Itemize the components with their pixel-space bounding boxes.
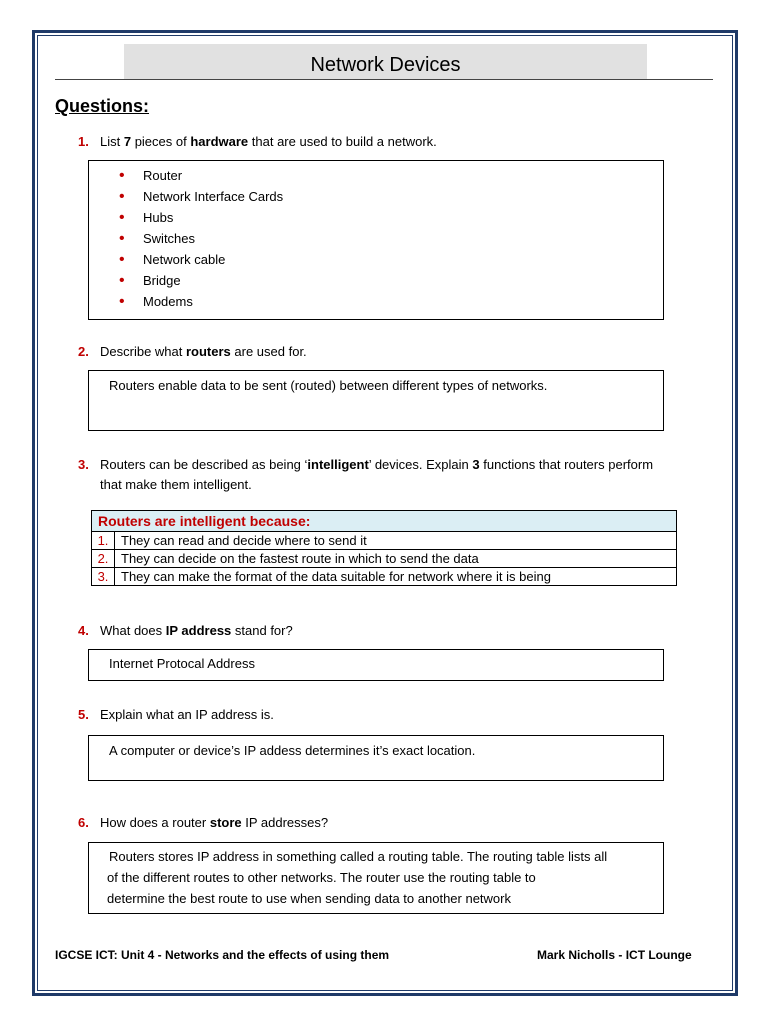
bullet-icon: • <box>119 230 125 247</box>
answer-box-2 <box>88 370 664 431</box>
answer-text: A computer or device’s IP addess determines it’s exact location. <box>109 743 476 758</box>
answer-box-1 <box>88 160 664 320</box>
list-item: • Network Interface Cards <box>119 188 284 205</box>
list-item: • Router <box>119 167 183 184</box>
question-3: 3. Routers can be described as being ‘intelligent’ devices. Explain 3 functions that routers perform that make them intelligent. <box>78 457 654 492</box>
question-2: 2. Describe what routers are used for. <box>78 344 307 359</box>
bullet-icon: • <box>119 167 125 184</box>
answer-box-6 <box>88 842 664 914</box>
questions-heading: Questions: <box>55 96 150 116</box>
footer-right: Mark Nicholls - ICT Lounge <box>537 948 692 962</box>
answer-text-line: of the different routes to other networks. The router use the routing table to <box>107 870 536 885</box>
table-header: Routers are intelligent because: <box>92 511 677 532</box>
bullet-icon: • <box>119 272 125 289</box>
table-row: 2. They can decide on the fastest route in which to send the data <box>92 550 677 568</box>
question-6: 6. How does a router store IP addresses? <box>78 815 329 830</box>
answer-text: Routers enable data to be sent (routed) between different types of networks. <box>109 378 548 393</box>
table-row: 3. They can make the format of the data suitable for network where it is being <box>92 568 677 586</box>
answer-text-line: Routers stores IP address in something called a routing table. The routing table lists all <box>109 849 608 864</box>
list-item: • Network cable <box>119 251 226 268</box>
page-title: Network Devices <box>124 44 647 79</box>
list-item: • Modems <box>119 293 193 310</box>
list-item: • Bridge <box>119 272 181 289</box>
bullet-icon: • <box>119 251 125 268</box>
question-1: 1. List 7 pieces of hardware that are used to build a network. <box>78 134 437 149</box>
question-5: 5. Explain what an IP address is. <box>78 707 274 722</box>
answer-box-4 <box>88 649 664 681</box>
hardware-list <box>119 165 283 312</box>
bullet-icon: • <box>119 188 125 205</box>
answer-box-5 <box>88 735 664 781</box>
question-4: 4. What does IP address stand for? <box>78 623 293 638</box>
intelligent-table <box>91 510 677 586</box>
answer-text: Internet Protocal Address <box>109 656 255 671</box>
title-divider <box>55 79 713 80</box>
bullet-icon: • <box>119 293 125 310</box>
bullet-icon: • <box>119 209 125 226</box>
list-item: • Hubs <box>119 209 174 226</box>
list-item: • Switches <box>119 230 196 247</box>
answer-text-line: determine the best route to use when sending data to another network <box>107 891 511 906</box>
table-row: 1. They can read and decide where to send it <box>92 532 677 550</box>
footer-left: IGCSE ICT: Unit 4 - Networks and the effects of using them <box>55 948 390 962</box>
